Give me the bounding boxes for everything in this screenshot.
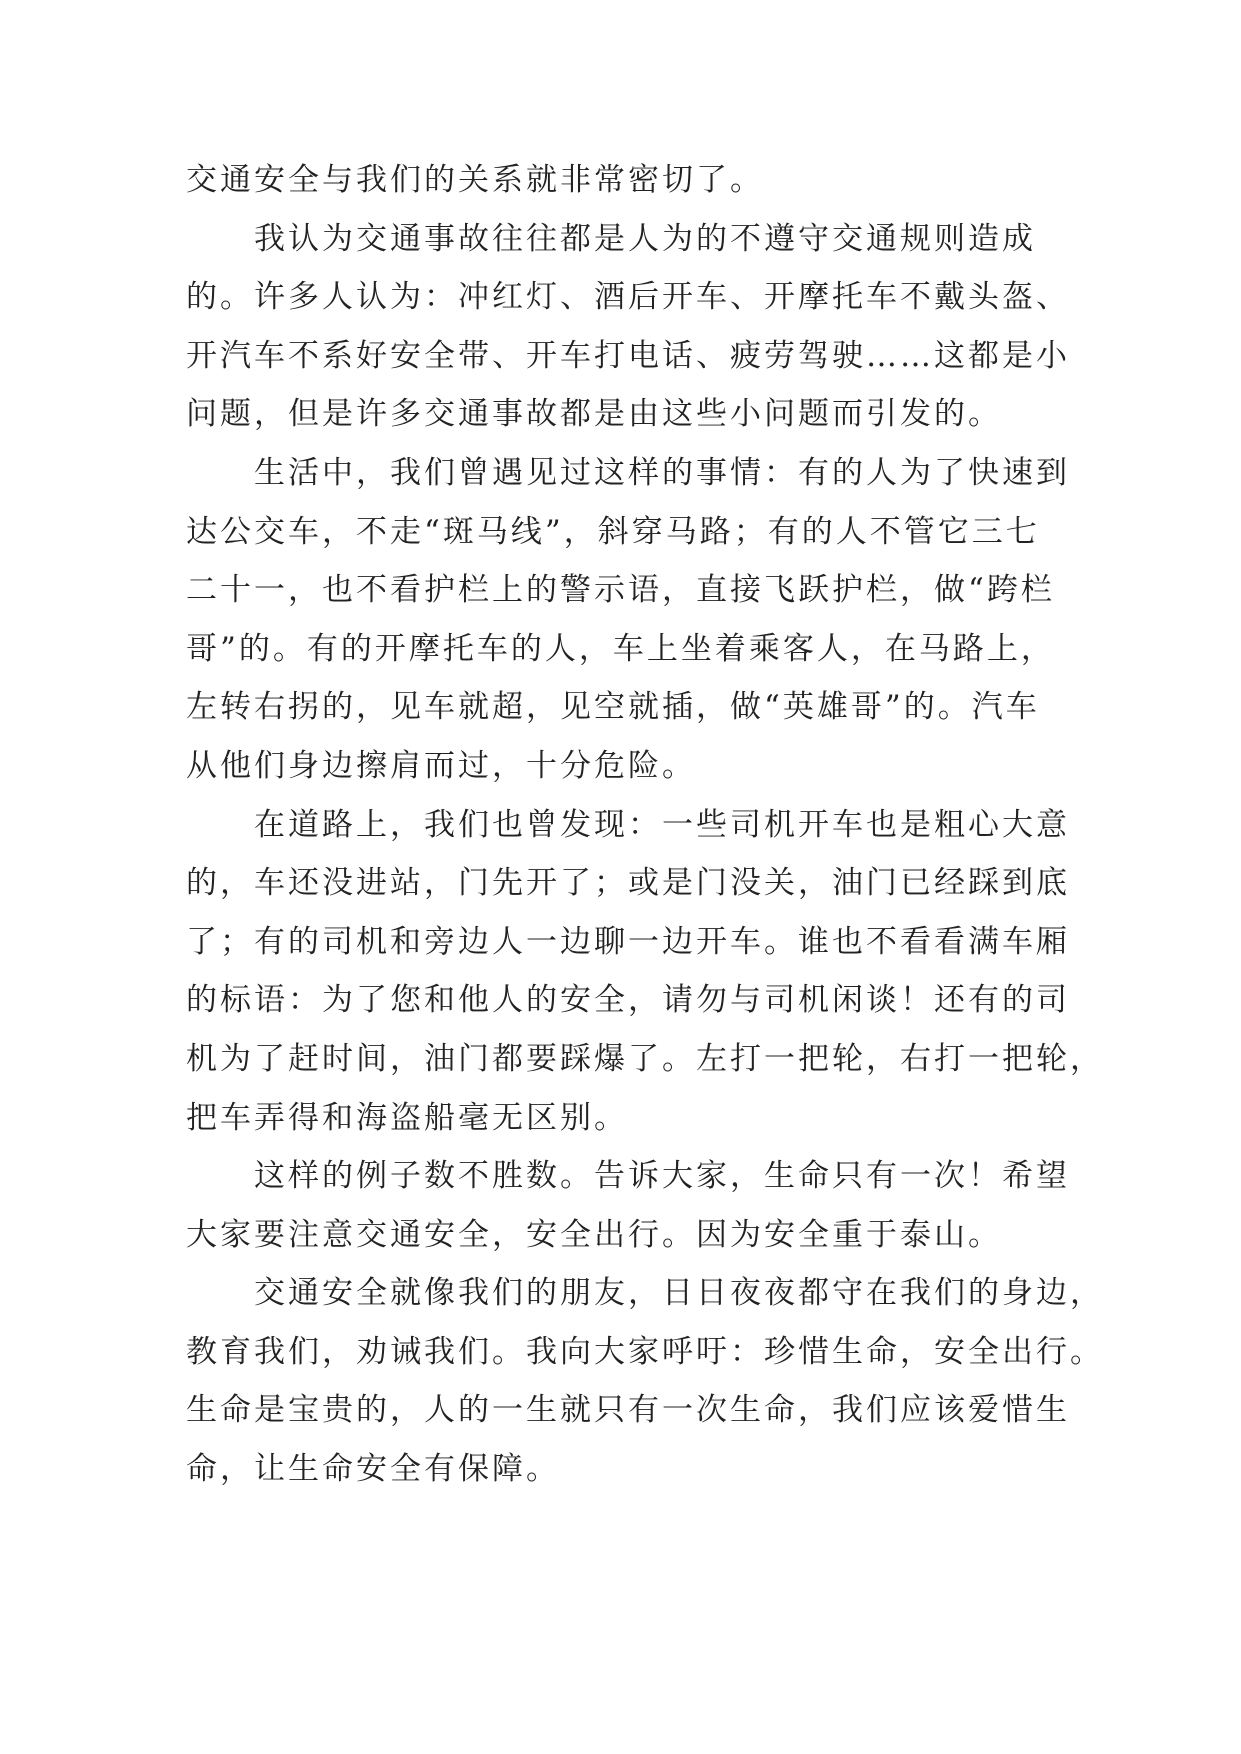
text-line: 生命是宝贵的，人的一生就只有一次生命，我们应该爱惜生 [186, 1392, 1070, 1429]
text-line: 把车弄得和海盗船毫无区别。 [186, 1099, 628, 1136]
text-line: 教育我们，劝诫我们。我向大家呼吁：珍惜生命，安全出行。 [186, 1333, 1104, 1370]
text-line: 从他们身边擦肩而过，十分危险。 [186, 747, 696, 784]
text-line: 这样的例子数不胜数。告诉大家，生命只有一次！希望 [254, 1158, 1070, 1195]
text-line: 左转右拐的，见车就超，见空就插，做“英雄哥”的。汽车 [186, 689, 1040, 726]
text-line: 大家要注意交通安全，安全出行。因为安全重于泰山。 [186, 1216, 1002, 1253]
text-line: 了；有的司机和旁边人一边聊一边开车。谁也不看看满车厢 [186, 923, 1070, 960]
text-line: 达公交车，不走“斑马线”，斜穿马路；有的人不管它三七 [186, 513, 1040, 550]
text-line: 的，车还没进站，门先开了；或是门没关，油门已经踩到底 [186, 865, 1070, 902]
text-line: 的。许多人认为：冲红灯、酒后开车、开摩托车不戴头盔、 [186, 279, 1070, 316]
document-body [186, 151, 1104, 1499]
text-line: 的标语：为了您和他人的安全，请勿与司机闲谈！还有的司 [186, 982, 1070, 1019]
text-line: 交通安全就像我们的朋友，日日夜夜都守在我们的身边， [254, 1275, 1104, 1312]
text-line: 交通安全与我们的关系就非常密切了。 [186, 162, 764, 198]
text-line: 机为了赶时间，油门都要踩爆了。左打一把轮，右打一把轮， [186, 1040, 1104, 1077]
text-line: 生活中，我们曾遇见过这样的事情：有的人为了快速到 [254, 454, 1070, 491]
text-line: 命，让生命安全有保障。 [186, 1451, 560, 1488]
text-line: 我认为交通事故往往都是人为的不遵守交通规则造成 [254, 220, 1036, 257]
text-line: 二十一，也不看护栏上的警示语，直接飞跃护栏，做“跨栏 [186, 572, 1055, 609]
text-line: 开汽车不系好安全带、开车打电话、疲劳驾驶……这都是小 [186, 337, 1070, 374]
text-line: 在道路上，我们也曾发现：一些司机开车也是粗心大意 [254, 806, 1070, 843]
text-line: 问题，但是许多交通事故都是由这些小问题而引发的。 [186, 396, 1002, 433]
text-line: 哥”的。有的开摩托车的人，车上坐着乘客人，在马路上， [186, 630, 1055, 667]
